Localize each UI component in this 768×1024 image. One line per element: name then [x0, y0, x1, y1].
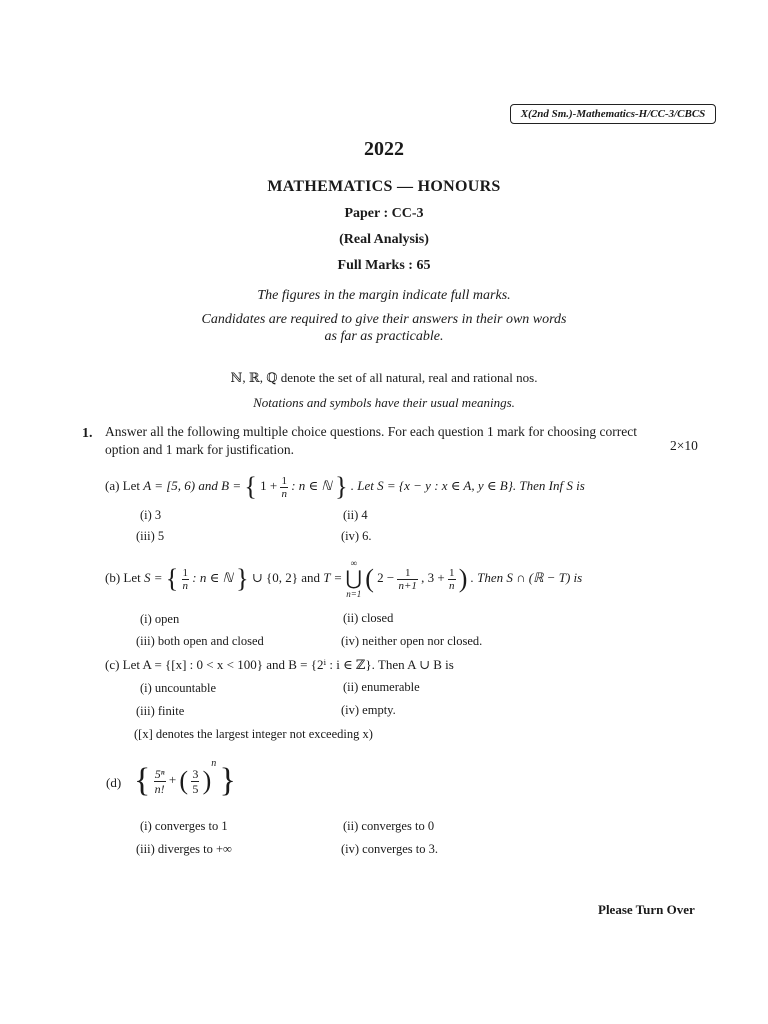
option-c-i[interactable]: (i) uncountable [140, 681, 217, 695]
part-b-interval-left: 2 − [377, 569, 395, 585]
term1-numerator: 5ⁿ [154, 766, 165, 781]
part-d-label: (d) [106, 775, 122, 790]
part-a-label: (a) Let [105, 477, 141, 493]
term2-numerator: 3 [192, 766, 199, 781]
brace-close: } [236, 564, 249, 593]
course-title: (Real Analysis) [339, 232, 429, 247]
brace-open: { [134, 762, 151, 800]
option-c-iii[interactable]: (iii) finite [136, 704, 185, 718]
instruction-own-words: Candidates are required to give their answers in their own words [201, 312, 567, 327]
option-d-ii[interactable]: (ii) converges to 0 [343, 819, 435, 833]
option-a-iv[interactable]: (iv) 6. [341, 529, 372, 543]
plus-sign: + [168, 772, 177, 787]
option-a-i[interactable]: (i) 3 [140, 508, 162, 522]
part-c-stem: (c) Let A = {[x] : 0 < x < 100} and B = {2ⁱ : i ∈ ℤ}. Then A ∪ B is [105, 657, 454, 672]
part-c-note: ([x] denotes the largest integer not exceeding x) [134, 727, 373, 741]
part-a-set-a: A = [5, 6) and [143, 477, 218, 493]
option-c-ii[interactable]: (ii) enumerable [343, 680, 420, 694]
part-a-set-inner-1: 1 + [260, 477, 278, 493]
option-d-iv[interactable]: (iv) converges to 3. [341, 842, 438, 856]
instruction-practicable: as far as practicable. [324, 329, 444, 344]
paren-close: ) [458, 564, 468, 593]
option-c-iv[interactable]: (iv) empty. [341, 703, 396, 717]
fraction-3-over-5 [191, 767, 199, 796]
part-b-union-set: ∪ {0, 2} and [251, 569, 321, 585]
fraction-1-over-n: $\frac{1}{n}$ [449, 566, 455, 592]
option-a-ii[interactable]: (ii) 4 [343, 508, 368, 522]
please-turn-over: Please Turn Over [598, 902, 695, 917]
part-a-stem [105, 472, 585, 502]
part-b-set-s-label: S = [143, 569, 163, 585]
part-b-label: (b) Let [105, 569, 141, 585]
union-symbol: ⋃ [345, 568, 362, 590]
notations-note: Notations and symbols have their usual meanings. [253, 395, 515, 410]
option-b-iv[interactable]: (iv) neither open nor closed. [341, 634, 483, 648]
paren-open: ( [365, 564, 374, 593]
part-b-question: . Then S ∩ (ℝ − T) is [470, 569, 583, 585]
brace-open: { [244, 472, 257, 501]
question-number: 1. [82, 426, 93, 441]
fraction-1-over-n: $\frac{1}{n}$ [182, 566, 188, 592]
exam-year: 2022 [364, 138, 404, 160]
part-b-stem [105, 558, 582, 600]
big-union [346, 558, 362, 600]
part-b-interval-right: , 3 + [421, 569, 445, 585]
brace-close: } [219, 762, 236, 800]
part-a-set-b-label: B = [221, 477, 242, 493]
instruction-margin: The figures in the margin indicate full marks. [257, 288, 511, 303]
union-lower-limit: n=1 [346, 589, 362, 599]
option-b-i[interactable]: (i) open [140, 612, 180, 626]
fraction-1-over-n: $\frac{1}{n}$ [281, 474, 287, 500]
paren-close: ) [202, 766, 212, 796]
term2-denominator: 5 [192, 781, 199, 796]
brace-open: { [165, 564, 179, 593]
brace-close: } [335, 472, 348, 501]
part-d-sequence [134, 758, 236, 800]
part-b-set-inner: : n ∈ ℕ [192, 569, 233, 585]
fraction-1-over-n-plus-1: $\frac{1}{n+1}$ [398, 566, 417, 592]
term2-exponent: n [211, 758, 217, 769]
option-b-ii[interactable]: (ii) closed [343, 611, 394, 625]
subject-title: MATHEMATICS — HONOURS [267, 178, 501, 195]
option-d-iii[interactable]: (iii) diverges to +∞ [136, 842, 232, 856]
paren-open: ( [179, 766, 189, 796]
question-instruction: Answer all the following multiple choice questions. For each question 1 mark for choosing correct [105, 424, 637, 439]
fraction-5n-over-nfact [154, 767, 166, 796]
part-a-set-inner-2: : n ∈ ℕ [291, 477, 332, 493]
part-a-set-s: . Let S = {x − y : x ∈ A, y ∈ B}. Then Inf S is [350, 477, 585, 493]
question-marks: 2×10 [670, 438, 698, 453]
paper-label: Paper : CC-3 [344, 206, 424, 221]
set-definitions: ℕ, ℝ, ℚ denote the set of all natural, real and rational nos. [230, 370, 538, 385]
full-marks: Full Marks : 65 [337, 258, 431, 273]
option-b-iii[interactable]: (iii) both open and closed [136, 634, 264, 648]
option-d-i[interactable]: (i) converges to 1 [140, 819, 228, 833]
part-b-set-t-label: T = [323, 569, 343, 585]
term1-denominator: n! [154, 781, 165, 796]
paper-code: X(2nd Sm.)-Mathematics-H/CC-3/CBCS [510, 104, 716, 124]
option-a-iii[interactable]: (iii) 5 [136, 529, 165, 543]
union-upper-limit: ∞ [350, 558, 357, 568]
question-instruction-cont: option and 1 mark for justification. [105, 442, 294, 457]
